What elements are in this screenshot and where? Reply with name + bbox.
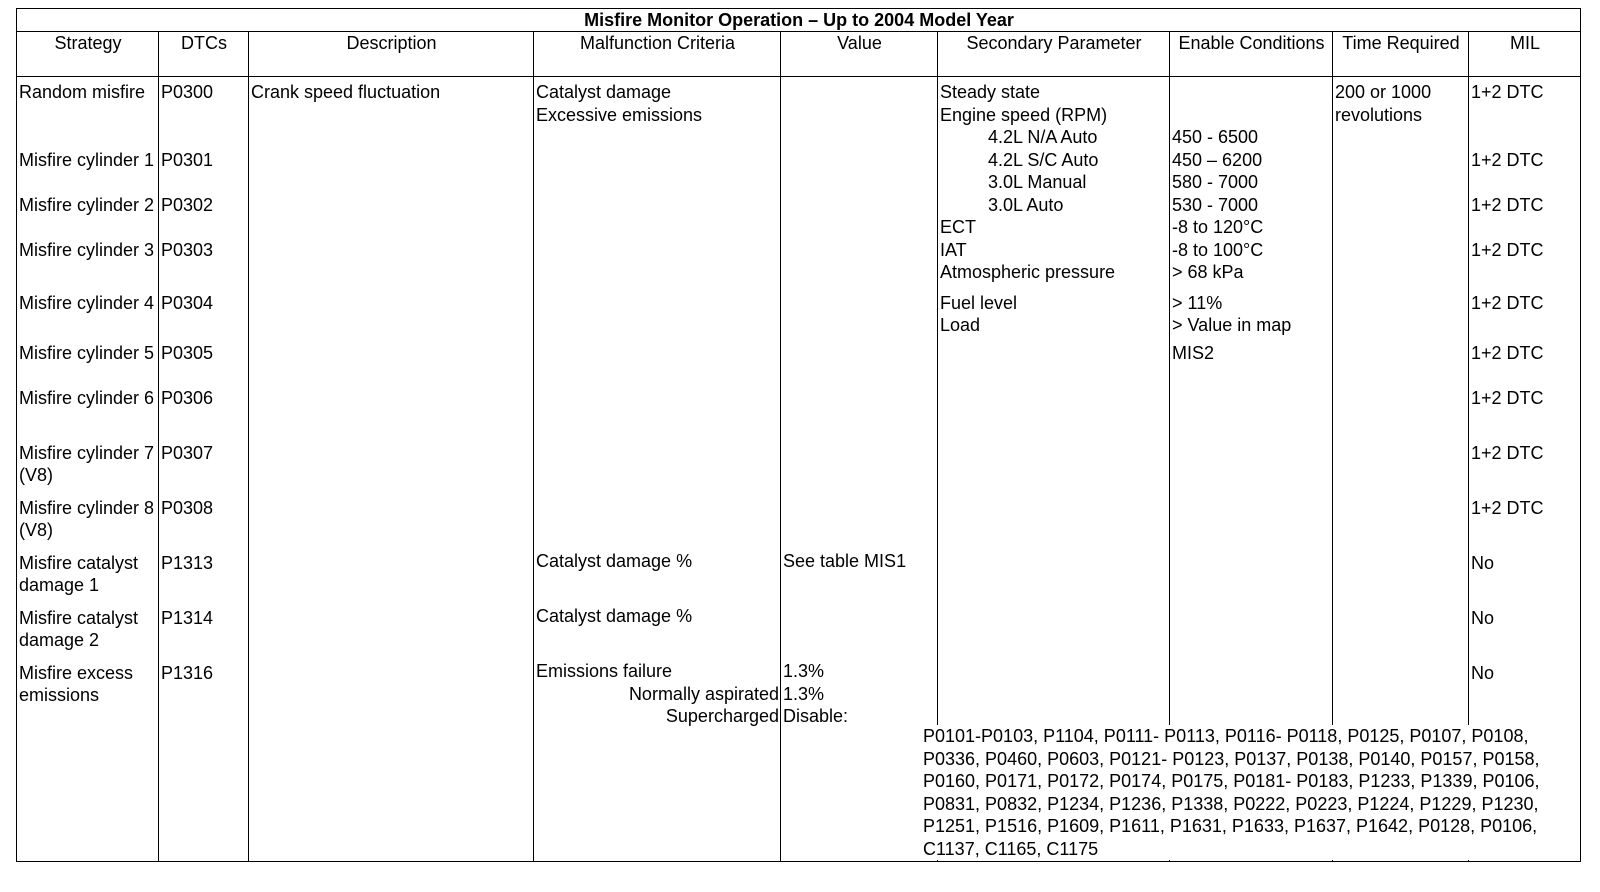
malfunction-column — [534, 77, 781, 862]
mil-p0305: 1+2 DTC — [1471, 342, 1544, 363]
dtc-p1313: P1313 — [161, 552, 214, 573]
dtc-p0307: P0307 — [161, 442, 214, 463]
mil-p0308: 1+2 DTC — [1471, 497, 1544, 518]
strategy-excess: Misfire excess emissions — [19, 662, 134, 705]
param-iat: IAT — [940, 239, 967, 260]
mil-p0300: 1+2 DTC — [1471, 82, 1544, 102]
strategy-cyl3: Misfire cylinder 3 — [19, 239, 155, 260]
dtc-p0306: P0306 — [161, 387, 214, 408]
dtc-p1316: P1316 — [161, 662, 214, 683]
description-column — [249, 77, 534, 862]
mil-p0306: 1+2 DTC — [1471, 387, 1544, 408]
mil-p0303: 1+2 DTC — [1471, 239, 1544, 260]
strategy-column — [17, 77, 159, 862]
mil-p1316: No — [1471, 662, 1495, 683]
strategy-cyl2: Misfire cylinder 2 — [19, 194, 155, 215]
strategy-cyl4: Misfire cylinder 4 — [19, 292, 155, 313]
dtc-p0304: P0304 — [161, 292, 214, 313]
dtc-p0305: P0305 — [161, 342, 214, 363]
param-load: Load — [940, 315, 981, 335]
param-fuel-level: Fuel level — [940, 292, 1018, 313]
header-row — [17, 32, 1581, 77]
param-42-sc-auto: 4.2L S/C Auto — [988, 149, 1099, 170]
param-30-manual: 3.0L Manual — [988, 172, 1087, 192]
enable-iat: -8 to 100°C — [1172, 239, 1264, 260]
enable-42-na-auto: 450 - 6500 — [1172, 127, 1259, 147]
strategy-cyl6: Misfire cylinder 6 — [19, 387, 155, 408]
param-atmospheric-pressure: Atmospheric pressure — [940, 262, 1116, 282]
dtc-p0303: P0303 — [161, 239, 214, 260]
param-engine-speed: Engine speed (RPM) — [940, 104, 1108, 125]
header-strategy: Strategy — [17, 32, 159, 77]
strategy-random: Random misfire — [19, 82, 146, 102]
strategy-cyl5: Misfire cylinder 5 — [19, 342, 155, 363]
value-column — [781, 77, 938, 862]
dtc-p0302: P0302 — [161, 194, 214, 215]
mil-p1313: No — [1471, 552, 1495, 573]
criteria-catalyst-damage-pct-2: Catalyst damage % — [536, 606, 693, 626]
value-see-table-mis1: See table MIS1 — [783, 551, 907, 571]
enable-ect: -8 to 120°C — [1172, 217, 1264, 237]
table-title: Misfire Monitor Operation – Up to 2004 Model Year — [17, 9, 1581, 32]
enable-atmospheric: > 68 kPa — [1172, 262, 1244, 282]
mil-p1314: No — [1471, 607, 1495, 628]
mil-p0304: 1+2 DTC — [1471, 292, 1544, 313]
criteria-normally-aspirated: Normally aspirated — [628, 683, 779, 704]
time-required-value: 200 or 1000 revolutions — [1335, 82, 1432, 125]
header-dtcs: DTCs — [159, 32, 249, 77]
mil-p0301: 1+2 DTC — [1471, 149, 1544, 170]
header-enable-conditions: Enable Conditions — [1170, 32, 1333, 77]
dtc-p0301: P0301 — [161, 149, 214, 170]
dtc-p0300: P0300 — [161, 82, 214, 102]
criteria-catalyst-damage: Catalyst damage — [536, 82, 672, 102]
enable-load: > Value in map — [1172, 315, 1292, 335]
enable-30-manual: 580 - 7000 — [1172, 172, 1259, 192]
strategy-cat1: Misfire catalyst damage 1 — [19, 552, 139, 595]
strategy-cyl1: Misfire cylinder 1 — [19, 149, 155, 170]
criteria-emissions-failure: Emissions failure — [536, 661, 673, 681]
header-value: Value — [781, 32, 938, 77]
param-30-auto: 3.0L Auto — [988, 194, 1064, 215]
value-supercharged: 1.3% — [783, 683, 825, 704]
strategy-cyl8: Misfire cylinder 8 (V8) — [19, 497, 155, 540]
header-description: Description — [249, 32, 534, 77]
enable-30-auto: 530 - 7000 — [1172, 194, 1259, 215]
mil-p0302: 1+2 DTC — [1471, 194, 1544, 215]
dtc-column — [159, 77, 249, 862]
criteria-catalyst-damage-pct-1: Catalyst damage % — [536, 551, 693, 571]
param-42-na-auto: 4.2L N/A Auto — [988, 127, 1098, 147]
value-normally-aspirated: 1.3% — [783, 661, 825, 681]
dtc-p1314: P1314 — [161, 607, 214, 628]
header-malfunction-criteria: Malfunction Criteria — [534, 32, 781, 77]
strategy-cyl7: Misfire cylinder 7 (V8) — [19, 442, 155, 485]
criteria-excessive-emissions: Excessive emissions — [536, 104, 703, 125]
strategy-cat2: Misfire catalyst damage 2 — [19, 607, 139, 650]
param-steady-state: Steady state — [940, 82, 1041, 102]
param-ect: ECT — [940, 217, 976, 237]
dtc-p0308: P0308 — [161, 497, 214, 518]
enable-42-sc-auto: 450 – 6200 — [1172, 149, 1263, 170]
enable-load-map: MIS2 — [1172, 342, 1215, 363]
value-disable-label: Disable: — [783, 706, 849, 726]
header-mil: MIL — [1469, 32, 1581, 77]
mil-p0307: 1+2 DTC — [1471, 442, 1544, 463]
disable-dtc-list: P0101-P0103, P1104, P0111- P0113, P0116- P0118, P0125, P0107, P0108, P0336, P0460, P0603, P0121- P0123, P0137, P0138, P0140, P0157, P0158, P0160, P0171, P0172, P0174, P0175, P0181- P0183, P1233, P1339, P0106, P0831, P0832, P1234, P1236, P1338, P0222, P0223, P1224, P1229, P1230, P1251, P1516, P1609, P1611, P1631, P1633, P1637, P1642, P0128, P0106, C1137, C1165, C1175 — [921, 725, 1563, 860]
criteria-supercharged: Supercharged — [665, 706, 779, 726]
header-secondary-parameter: Secondary Parameter — [938, 32, 1170, 77]
header-time-required: Time Required — [1333, 32, 1469, 77]
description-crank-speed: Crank speed fluctuation — [251, 82, 441, 102]
enable-fuel-level: > 11% — [1172, 292, 1223, 313]
